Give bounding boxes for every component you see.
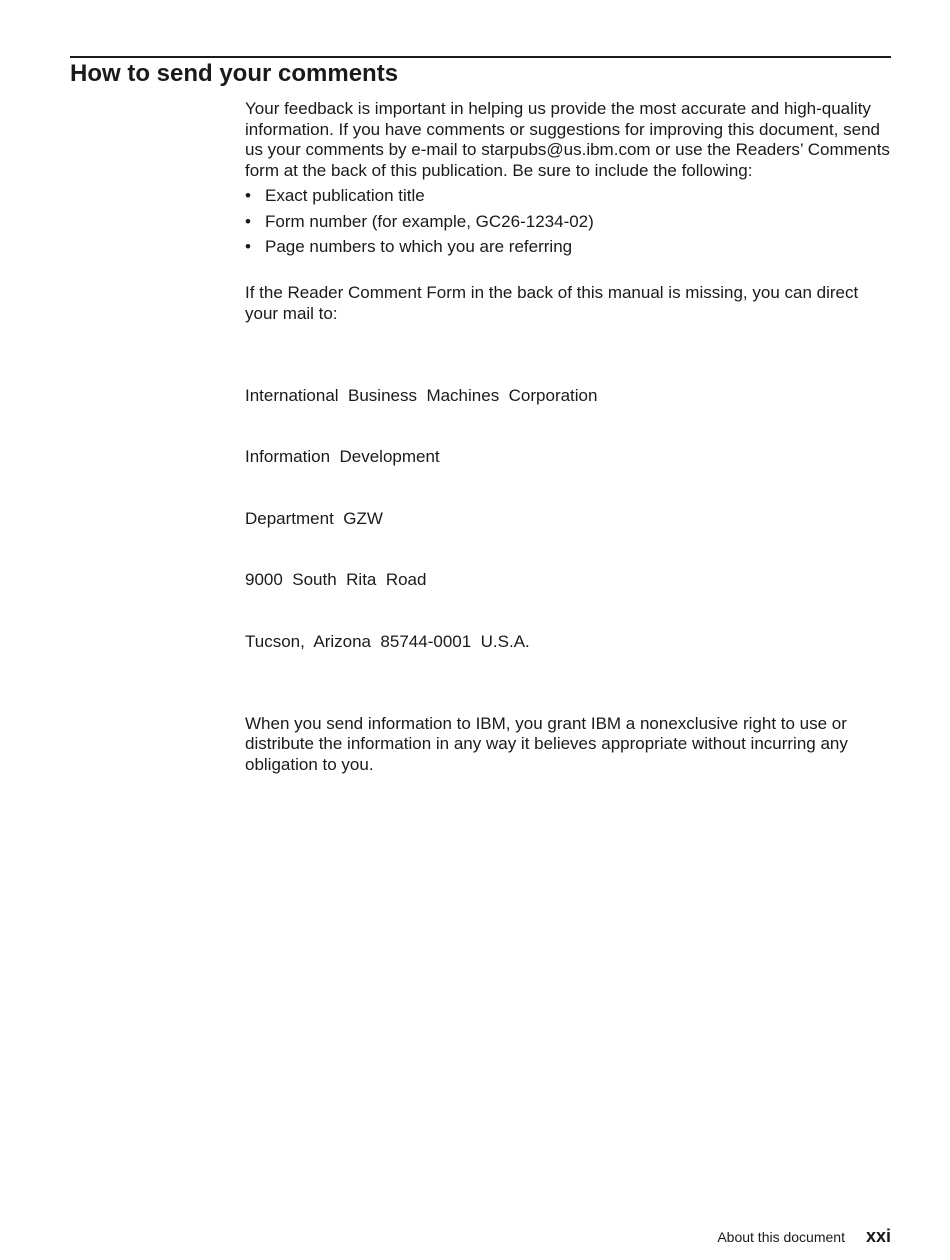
bullet-marker: •: [245, 237, 251, 256]
list-item: [245, 212, 893, 233]
spacer: [245, 693, 893, 714]
mailing-address: [245, 345, 893, 694]
spacer: [245, 324, 893, 345]
rights-paragraph: When you send information to IBM, you grant IBM a nonexclusive right to use or distribute the information in any way it believes appropriate without incurring any obligation to you.: [245, 713, 848, 774]
main-content: [245, 99, 893, 775]
footer-section-label: About this document: [717, 1229, 845, 1245]
spacer: [245, 263, 893, 284]
section-heading: How to send your comments: [70, 60, 399, 87]
page-footer: [717, 1226, 891, 1247]
list-item: [245, 186, 893, 207]
bullet-marker: •: [245, 211, 251, 231]
address-line: Tucson, Arizona 85744-0001 U.S.A.: [245, 631, 530, 651]
list-item-text: Exact publication title: [265, 186, 425, 205]
address-line: Information Development: [245, 447, 440, 466]
intro-paragraph: Your feedback is important in helping us provide the most accurate and high-quality information. If you have comments or suggestions for improving this document, send us your comments by e-mail to starpubs@us.ibm.com or use the Readers’ Comments form at the back of this publication. Be sure to include the following:: [245, 99, 890, 180]
address-line: International Business Machines Corporation: [245, 385, 598, 405]
list-item-text: Page numbers to which you are referring: [265, 237, 573, 256]
address-line: Department GZW: [245, 508, 383, 528]
missing-form-paragraph: If the Reader Comment Form in the back of this manual is missing, you can direct your mail to:: [245, 283, 859, 323]
address-line: 9000 South Rita Road: [245, 570, 427, 589]
include-list: [245, 186, 893, 258]
bullet-marker: •: [245, 186, 251, 205]
page-number: xxi: [865, 1226, 891, 1246]
list-item-text: Form number (for example, GC26-1234-02): [265, 211, 594, 231]
list-item: [245, 237, 893, 258]
